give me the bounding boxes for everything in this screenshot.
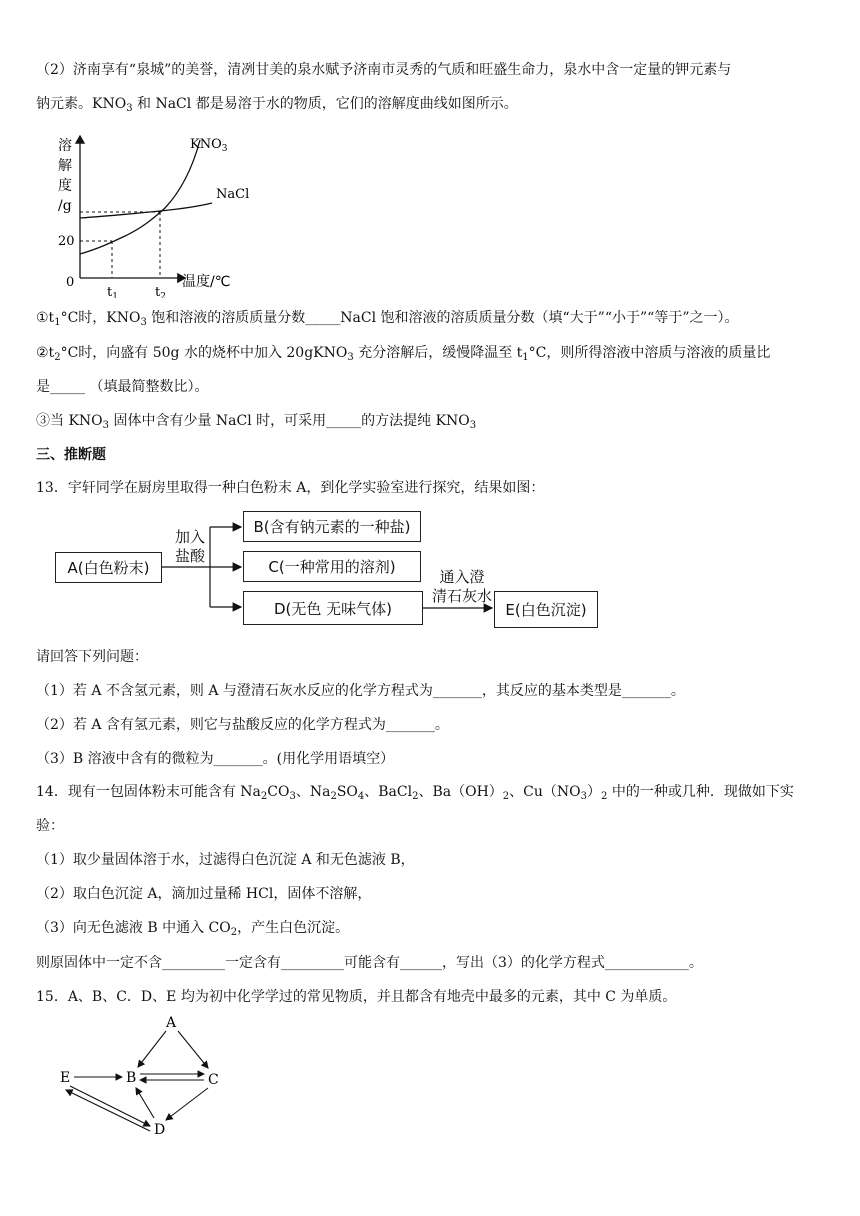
q15-relation-diagram [50, 1010, 240, 1140]
q12-sub2-line1: $②t_2^\circ C$时，向盛有 50g 水的烧杯中加入 20gKNO$_3$ 充分溶解后，缓慢降温至 $t_1^\circ C$，则所得溶液中溶质与溶液的质量比 [36, 345, 771, 363]
q13-stem: 13．宇轩同学在厨房里取得一种白色粉末 A，到化学实验室进行探究，结果如图： [36, 480, 545, 496]
y-tick-label: 20 [58, 234, 75, 249]
origin-label: 0 [66, 275, 75, 290]
q12-sub2-line2: 是_____ （填最简整数比）。 [36, 379, 209, 395]
q15-stem: 15．A、B、C．D、E 均为初中化学学过的常见物质，并且都含有地壳中最多的元素，其中 C 为单质。 [36, 989, 677, 1005]
node-b: B [126, 1070, 137, 1086]
y-axis-label-char: 解 [58, 158, 72, 174]
q12-intro-line1: （2）济南享有“泉城”的美誉，清冽甘美的泉水赋予济南市灵秀的气质和旺盛生命力，泉水中含一定量的钾元素与 [36, 62, 732, 78]
q14-answer: 则原固体中一定不含_________一定含有_________可能含有______，写出（3）的化学方程式____________。 [36, 955, 703, 971]
node-e: E [60, 1070, 71, 1086]
flow-box-e: E(白色沉淀) [494, 591, 598, 628]
q13-part1: （1）若 A 不含氢元素，则 A 与澄清石灰水反应的化学方程式为_______，其反应的基本类型是_______。 [36, 683, 685, 699]
flow-label-add-acid: 加入 盐酸 [174, 528, 205, 565]
q14-part1: （1）取少量固体溶于水，过滤得白色沉淀 A 和无色滤液 B， [36, 852, 415, 868]
y-axis-label [58, 137, 72, 214]
solubility-chart [50, 128, 260, 298]
edge-d-b [136, 1088, 154, 1118]
q12-sub3: ③当 $KNO_3$ 固体中含有少量 NaCl 时，可采用_____的方法提纯 $KNO_3$ [36, 413, 477, 431]
x-tick-t1: $t_1$ [107, 285, 118, 298]
q13-part2: （2）若 A 含有氢元素，则它与盐酸反应的化学方程式为_______。 [36, 717, 449, 733]
node-a: A [166, 1015, 177, 1031]
node-d: D [154, 1122, 166, 1138]
q13-prompt: 请回答下列问题： [36, 649, 148, 665]
edge-a-c [178, 1031, 208, 1068]
edge-d-e [66, 1090, 150, 1131]
node-c: C [208, 1072, 219, 1088]
flow-box-b: B(含有钠元素的一种盐) [243, 511, 421, 542]
flow-box-d: D(无色 无味气体) [243, 591, 423, 625]
x-axis-label: 温度/℃ [182, 274, 231, 290]
q14-stem-line2: 验： [36, 818, 64, 834]
flow-box-a: A(白色粉末) [55, 552, 162, 583]
q13-part3: （3）B 溶液中含有的微粒为_______。(用化学用语填空） [36, 751, 395, 767]
section-heading: 三、推断题 [36, 447, 106, 463]
series-label-nacl: NaCl [216, 187, 250, 202]
q14-stem-line1: 14．现有一包固体粉末可能含有 $Na_2CO_3$、$Na_2SO_4$、BaCl$_2$、$Ba(OH)_2$、$Cu(NO_3)_2$ 中的一种或几种．现做如下实 [36, 784, 794, 802]
series-line-kno3 [80, 140, 200, 254]
edge-c-d [166, 1088, 208, 1120]
q12-intro-line2: 钠元素。$KNO_3$ 和 NaCl 都是易溶于水的物质，它们的溶解度曲线如图所示。 [36, 96, 518, 114]
y-axis-label-char: /g [58, 198, 72, 214]
flow-label-limewater: 通入澄 清石灰水 [431, 568, 492, 605]
x-tick-t2: $t_2$ [155, 285, 166, 298]
y-axis-label-char: 溶 [58, 138, 72, 154]
flow-box-c: C(一种常用的溶剂) [243, 551, 421, 582]
q12-sub1: $①t_1^\circ C$时，$KNO_3$ 饱和溶液的溶质质量分数_____NaCl 饱和溶液的溶质质量分数（填“大于”“小于”“等于”之一）。 [36, 310, 739, 328]
q14-part3: （3）向无色滤液 B 中通入 $CO_2$，产生白色沉淀。 [36, 920, 350, 938]
edge-a-b [138, 1031, 166, 1067]
series-line-nacl [80, 203, 212, 218]
series-label-kno3: $KNO_3$ [190, 137, 228, 154]
y-axis-label-char: 度 [58, 178, 72, 194]
q14-part2: （2）取白色沉淀 A，滴加过量稀 HCl，固体不溶解， [36, 886, 372, 902]
